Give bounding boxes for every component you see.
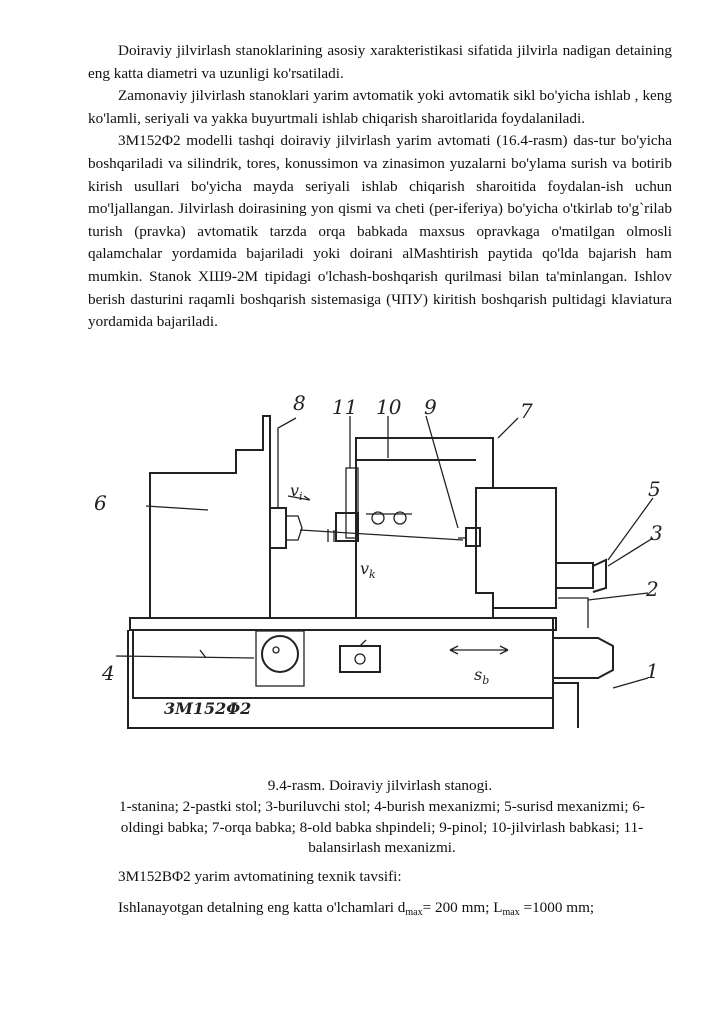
label-11: 11	[332, 395, 358, 419]
rotating-mechanism-wheel	[262, 636, 298, 672]
label-1: 1	[646, 659, 659, 683]
label-5: 5	[648, 477, 661, 501]
label-vk: $v_k$	[360, 559, 376, 581]
label-6: 6	[94, 491, 107, 515]
label-3: 3	[650, 521, 663, 545]
label-7: 7	[520, 399, 533, 423]
tailstock-block	[476, 488, 556, 608]
feed-arrow	[450, 646, 508, 654]
pinol	[466, 528, 480, 546]
figure-caption-title: 9.4-rasm. Doiraviy jilvirlash stanogi.	[267, 777, 493, 794]
control-panel	[340, 646, 380, 672]
spec-title: 3M152BΦ2 yarim avtomatining texnik tavsifi:	[118, 868, 402, 885]
label-9: 9	[424, 395, 437, 419]
lower-table	[130, 618, 556, 630]
front-headstock	[150, 416, 270, 618]
spindle-housing	[270, 508, 286, 548]
paragraph-1: Doiraviy jilvirlash stanoklarining asosiy xarakteristikasi sifatida jilvirla nadigan detaining eng katta diametri va uzunligi ko'rsatiladi.	[88, 42, 672, 82]
label-2: 2	[646, 577, 659, 601]
label-sb: $s_b$	[474, 665, 490, 687]
paragraph-2: Zamonaviy jilvirlash stanoklari yarim avtomatik yoki avtomatik sikl bo'yicha ishlab , keng ko'lamli, seriyali va yakka buyurtmali ishlab chiqarish sharoitlarida foydalaniladi.	[88, 87, 672, 127]
label-v-spindle: $v_i$	[290, 481, 303, 503]
machine-drawing	[88, 388, 688, 773]
work-axis	[300, 530, 463, 540]
paragraph-3: 3M152Φ2 modelli tashqi doiraviy jilvirlash yarim avtomati (16.4-rasm) das-tur bo'yicha boshqariladi va silindrik, tores, konussimon va zinasimon yuzalarni bo'ylama surish va botirib kirish usullari bo'yicha mayda seriyali ishlab chiqarish sharoitida foydalan-ish uchun mo'ljallangan. Jilvirlash doirasining yon qismi va cheti (per-iferiya) bo'yicha o'tkirlab to'g`rilab turish (pravka) avtomatik tarzda orqa babkada maxsus opravkaga o'matilgan olmosli qalamchalar yordamida bajariladi yoki doirani alMashtirish paytida qo'lda bajarish ham mumkin. Stanok ХШ9-2М tipidagi o'lchash-boshqarish qurilmasi bilan ta'minlangan. Ishlov berish dasturini raqamli boshqarish sistemasiga (ЧПУ) kiritish boshqarish pultidagi klaviatura yordamida bajariladi.	[88, 132, 672, 331]
model-plate: 3M152Φ2	[164, 699, 252, 718]
label-10: 10	[376, 395, 402, 419]
feed-mechanism	[593, 560, 606, 592]
label-8: 8	[293, 391, 306, 415]
label-4: 4	[102, 661, 115, 685]
body-text	[88, 40, 672, 334]
spec-line: Ishlanayotgan detalning eng katta o'lchamlari $d_{max}= 200$ mm; $L_{max} =1000$ mm;	[118, 899, 595, 918]
figure-caption-legend: 1-stanina; 2-pastki stol; 3-buriluvchi stol; 4-burish mexanizmi; 5-surisd mexanizmi; 6-oldingi babka; 7-orqa babka; 8-old babka shpindeli; 9-pinol; 10-jilvirlash babkasi; 11-balansirlash mexanizmi.	[119, 798, 645, 856]
balancing-mechanism	[336, 513, 358, 541]
